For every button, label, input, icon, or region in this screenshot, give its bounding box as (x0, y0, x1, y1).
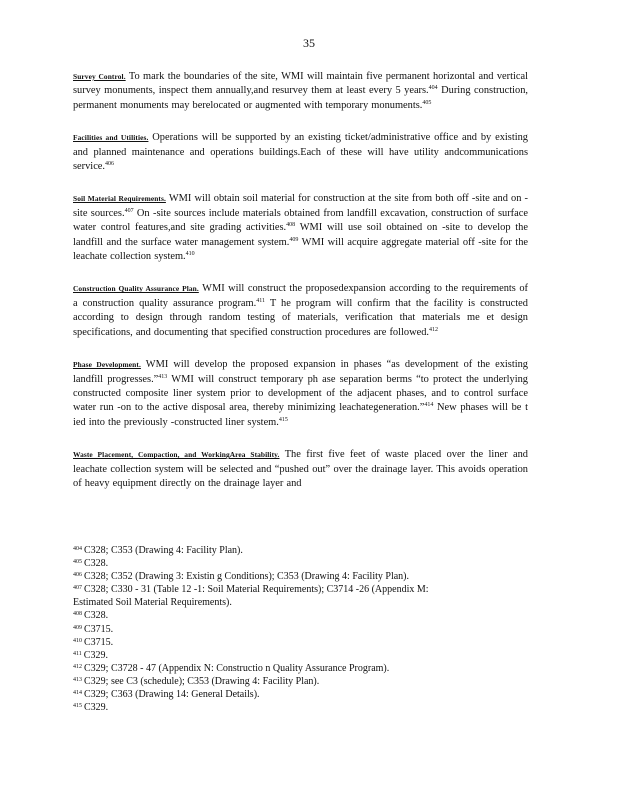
paragraph (73, 358, 528, 430)
footnote (73, 557, 533, 570)
footnote (73, 636, 533, 649)
paragraph-text: On -site sources include materials obtained from landfill excavation, construction of surface water control features,and site grading activities. (73, 207, 528, 234)
paragraph-text: WMI will acquire aggregate material off -site for the leachate collection system. (73, 236, 528, 263)
footnote-ref: 407 (124, 207, 134, 214)
footnote-text: C328. (84, 558, 109, 570)
footnote-text: C328. (84, 610, 109, 622)
footnote-number: 411 (73, 650, 82, 657)
paragraph-text: WMI will construct the proposedexpansion according to the requirements of a construction quality assurance program. (73, 283, 529, 309)
footnote (73, 596, 533, 609)
footnote-number: 413 (73, 676, 82, 683)
paragraph-text: WMI will obtain soil material for construction at the site from both off -site and on -site sources. (73, 193, 529, 219)
paragraph-heading: Construction Quality Assurance Plan. (73, 284, 199, 294)
paragraph (73, 192, 528, 264)
footnote-ref: 406 (105, 161, 115, 168)
footnote (73, 649, 533, 662)
paragraph-text: WMI will use soil obtained on -site to develop the landfill and the surface water management system. (73, 222, 528, 248)
footnote-ref: 404 (428, 85, 438, 92)
footnote-text: C3715. (84, 636, 114, 648)
paragraph (73, 70, 528, 113)
footnote-ref: 410 (185, 251, 195, 258)
footnote-number: 408 (73, 611, 82, 618)
paragraph (73, 131, 528, 174)
footnote-ref: 412 (429, 326, 439, 333)
footnote (73, 570, 533, 583)
footnote-text: C328; C353 (Drawing 4: Facility Plan). (84, 545, 243, 556)
paragraph-heading: Phase Development. (73, 360, 141, 370)
paragraph-text: T he program will confirm that the facility is constructed according to design through random testing of materials, verification that materials me et design specifications, and documenting that specified construction procedures are followed. (73, 297, 528, 338)
paragraph-heading: Waste Placement, Compaction, and WorkingArea Stability. (73, 450, 280, 460)
paragraph-text: WMI will construct temporary ph ase separation berms “to protect the underlying constructed composite liner system prior to development of the adjacent phases, and to control surface water run -on to the active disposal area, thereby minimizing leachategeneration.” (73, 373, 528, 414)
paragraph-text: During construction, permanent monuments may berelocated or augmented with temporary monuments. (73, 85, 528, 111)
paragraph-heading: Survey Control. (73, 72, 126, 81)
paragraph-heading: Facilities and Utilities. (73, 133, 149, 143)
paragraph-text: Operations will be supported by an existing ticket/administrative office and by existing and planned maintenance and operations buildings.Each of these will have utility andcommunications service. (73, 132, 528, 173)
footnote (73, 662, 533, 675)
footnote-text: C329; C363 (Drawing 14: General Details). (84, 689, 260, 701)
footnote-text: C329; C3728 - 47 (Appendix N: Constructio n Quality Assurance Program). (84, 662, 390, 674)
footnote (73, 623, 533, 636)
paragraph-heading: Soil Material Requirements. (73, 194, 166, 204)
footnote-number: 404 (73, 546, 82, 552)
footnote-ref: 413 (158, 373, 168, 380)
footnote-ref: 414 (424, 402, 434, 409)
footnote-number: 405 (73, 559, 82, 566)
footnote-ref: 409 (289, 236, 299, 243)
footnote-number: 414 (73, 690, 82, 697)
footnote-number: 406 (73, 572, 82, 579)
paragraph-text: WMI will develop the proposed expansion in phases “as development of the existing landfill progresses.” (73, 359, 528, 385)
paragraph (73, 282, 528, 340)
footnote-ref: 408 (286, 222, 296, 229)
footnote (73, 675, 533, 688)
footnote-ref: 415 (278, 416, 288, 423)
footnote-text: C328; C330 - 31 (Table 12 -1: Soil Material Requirements); C3714 -26 (Appendix M: (84, 584, 429, 596)
footnote (73, 609, 533, 622)
footnote-text: Estimated Soil Material Requirements). (73, 597, 232, 609)
footnote (73, 688, 533, 701)
footnote-number: 409 (73, 624, 82, 631)
footnote-text: C329; see C3 (schedule); C353 (Drawing 4: Facility Plan). (84, 675, 320, 687)
footnotes (73, 544, 533, 714)
footnote-number: 412 (73, 663, 82, 670)
footnote-ref: 411 (256, 297, 265, 304)
paragraph (73, 448, 528, 491)
footnote-text: C328; C352 (Drawing 3: Existin g Conditions); C353 (Drawing 4: Facility Plan). (84, 571, 409, 583)
footnote (73, 544, 533, 557)
footnote-number: 415 (73, 703, 82, 710)
footnote-ref: 405 (422, 99, 432, 106)
footnote (73, 583, 533, 596)
paragraph-text: New phases will be t ied into the previously -constructed liner system. (73, 402, 528, 428)
footnote-text: C329. (84, 702, 109, 714)
footnote-number: 407 (73, 585, 82, 592)
page-number: 35 (303, 36, 315, 50)
footnote (73, 701, 533, 714)
footnote-number: 410 (73, 637, 82, 644)
footnote-text: C3715. (84, 623, 114, 635)
paragraph-text: To mark the boundaries of the site, WMI will maintain five permanent horizontal and vertical survey monuments, inspect them annually,and resurvey them at least every 5 years. (73, 71, 529, 97)
body-text (73, 70, 528, 509)
footnote-text: C329. (83, 649, 108, 661)
paragraph-text: The first five feet of waste placed over the liner and leachate collection system will be selected and “pushed out” over the drainage layer. This avoids operation of heavy equipment directly on the drainage layer and (73, 449, 528, 489)
